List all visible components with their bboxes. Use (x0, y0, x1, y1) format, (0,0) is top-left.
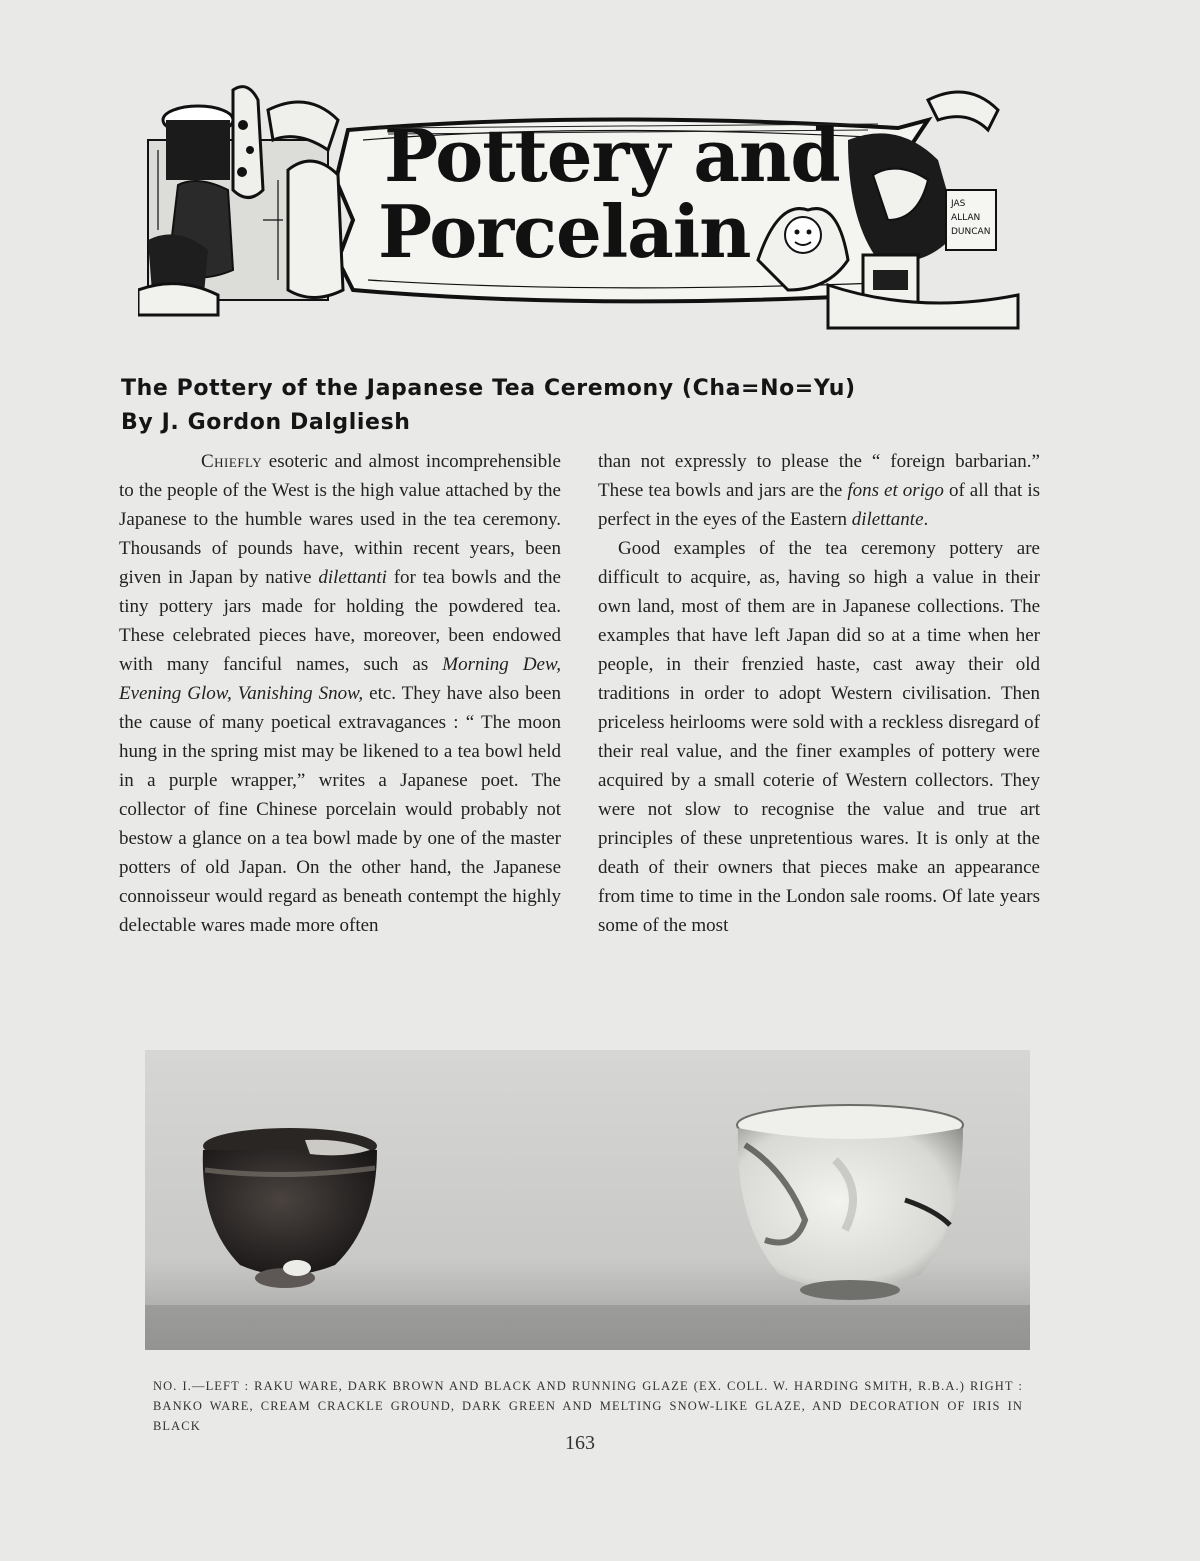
banner-title-line-1: Pottery and (384, 113, 840, 198)
right-column (598, 447, 1040, 940)
svg-text:DUNCAN: DUNCAN (951, 227, 991, 237)
italic-term: dilettante (851, 509, 924, 530)
right-column-paragraph-1 (598, 447, 1040, 534)
article-byline: By J. Gordon Dalgliesh (121, 410, 411, 435)
text-run: etc. They have also been the cause of many poetical extravagances : “ The moon hung in the spring mist may be likened to a tea bowl held in a purple wrapper,” writes a Japanese poet. The collector of fine Chinese porcelain would probably not bestow a glance on a tea bowl made by one of the master potters of old Japan. On the other hand, the Japanese connoisseur would regard as beneath contempt the highly delectable wares made more often (119, 683, 561, 936)
text-run: than not expressly to please the “ foreign barbarian.” These tea bowls and jars are the (598, 451, 1040, 501)
text-run: of all that is perfect in the eyes of the Eastern (598, 480, 1041, 530)
left-column (119, 447, 561, 940)
right-column-paragraph-2: Good examples of the tea ceremony pottery are difficult to acquire, as, having so high a value in their own land, most of them are in Japanese collections. The examples that have left Japan did so at a time when her people, in their frenzied haste, cast away their old traditions in order to adopt Western civilisation. Then priceless heirlooms were sold with a reckless disregard of their real value, and the finer examples of pottery were acquired by a small coterie of Western collectors. They were not slow to recognise the value and true art principles of these unpretentious wares. It is only at the death of their owners that pieces make an appearance from time to time in the London sale rooms. Of late years some of the most (598, 538, 1040, 936)
tea-bowls-photograph (145, 1050, 1030, 1350)
banner-title-line-2: Porcelain (378, 189, 751, 274)
lead-word: Chiefly (201, 451, 263, 472)
svg-text:ALLAN: ALLAN (951, 213, 981, 223)
text-run: esoteric and almost incomprehensible to the people of the West is the high value attached by the Japanese to the humble wares used in the tea ceremony. Thousands of pounds have, within recent years, been given in Japan by native (119, 451, 561, 588)
banner-title (378, 113, 878, 274)
text-run: for tea bowls and the tiny pottery jars made for holding the powdered tea. These celebrated pieces have, moreover, been endowed with many fanciful names, such as (119, 567, 561, 675)
article-title: The Pottery of the Japanese Tea Ceremony (Cha=No=Yu) (121, 376, 856, 401)
page-number: 163 (565, 1432, 595, 1454)
left-pottery-cluster (138, 87, 343, 315)
svg-text:JAS: JAS (951, 199, 966, 209)
text-run: . (923, 509, 929, 530)
italic-term: fons et origo (847, 480, 944, 501)
figure-caption: NO. I.—LEFT : RAKU WARE, DARK BROWN AND BLACK AND RUNNING GLAZE (EX. COLL. W. HARDING SMITH, R.B.A.) RIGHT : BANKO WARE, CREAM CRACKLE GROUND, DARK GREEN AND MELTING SNOW-LIKE GLAZE, AND DECORATION OF IRIS IN BLACK (153, 1379, 1023, 1433)
decorative-banner (138, 80, 1020, 330)
italic-names: Morning Dew, Evening Glow, Vanishing Snow, (119, 654, 561, 704)
left-column-paragraph (119, 447, 561, 940)
italic-term: dilettanti (318, 567, 387, 588)
